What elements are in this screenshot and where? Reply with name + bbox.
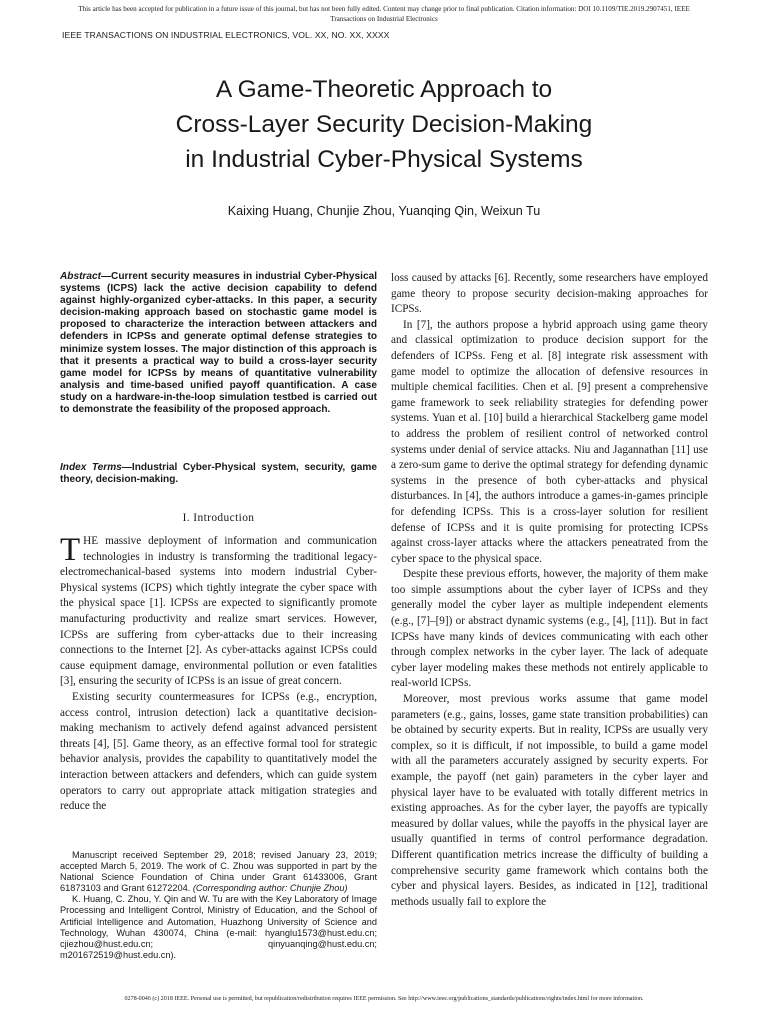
abstract — [60, 271, 377, 416]
paragraph: Moreover, most previous works assume that game model parameters (e.g., gains, losses, game state transition probabilities) can be obtained by security experts. But in reality, ICPSs are usually very complex, so it is difficult, if not impossible, to build a game model with all the parameters accurately assigned by security experts. For example, the payoff (net gain) parameters in the cyber layer and physical layer have to be evaluated with totally different metrics in existing approaches. As for the cyber layer, the payoffs are typically measured by dollar values, while the payoffs in the physical layer are usually quantified in terms of control performance degradation. Different quantification metrics increase the difficulty of building a comprehensive security game framework which contains both the cyber and physical layers. Besides, as indicated in [12], traditional methods usually fail to explore the — [391, 693, 708, 908]
footnote-text: Manuscript received September 29, 2018; revised January 23, 2019; accepted March 5, 2019. The work of C. Zhou was supported in part by the National Science Foundation of China under Grant 61433006, Grant 61873103 and Grant 61272204. — [60, 850, 377, 894]
paragraph: Despite these previous efforts, however, the majority of them make too simple assumptions about the cyber layer of ICPSs and they generally model the cyber layer as multiple independent elements (e.g., [7]–[9]) or abstract dynamic systems (e.g., [4], [11]). But in fact ICPSs have many kinds of devices communicating with each other through complex networks in the cyber layer. The lack of adequate cyber layer modeling makes these methods not entirely applicable to real-world ICPSs. — [391, 568, 708, 690]
index-terms — [60, 462, 377, 486]
running-head: IEEE TRANSACTIONS ON INDUSTRIAL ELECTRONICS, VOL. XX, NO. XX, XXXX — [62, 30, 390, 40]
drop-cap: T — [60, 532, 81, 568]
author-list: Kaixing Huang, Chunjie Zhou, Yuanqing Qin, Weixun Tu — [227, 204, 541, 218]
right-column-body — [391, 271, 708, 910]
index-terms-text: —Industrial Cyber-Physical system, security, game theory, decision-making. — [60, 462, 378, 486]
abstract-label: Abstract — [60, 271, 101, 282]
footnote-paragraph: K. Huang, C. Zhou, Y. Qin and W. Tu are with the Key Laboratory of Image Processing and Intelligent Control, Ministry of Education, and the School of Artificial Intelligence and Automation, Huazhong University of Science and Technology, Wuhan 430074, China (e-mail: hyanglu1573@hust.edu.cn; cjiezhou@hust.edu.cn; qinyuanqing@hust.edu.cn; m201672519@hust.edu.cn). — [60, 894, 377, 960]
first-page-footnote — [60, 850, 377, 961]
publication-notice-line: This article has been accepted for publication in a future issue of this journal, but has not been fully edited. Content may change prior to final publication. Citation information: DOI 10.1109/TIE.2019.2907451, IEEE — [78, 5, 690, 13]
paragraph: Existing security countermeasures for ICPSs (e.g., encryption, access control, intrusion detection) lack a quantitative decision-making mechanism to actively defend against advanced persistent threats [4], [5]. Game theory, as an effective formal tool for strategic behavior analysis, provides the capability to quantitatively model the interaction between attackers and defenders, which can guide system operators to carry out appropriate attack mitigation strategies and reduce the — [60, 690, 377, 813]
paragraph — [60, 534, 377, 690]
paragraph: In [7], the authors propose a hybrid approach using game theory and classical optimization to produce decision support for the defenders of ICPSs. Feng et al. [8] integrate risk assessment with game model to optimize the allocation of defensive resources in multiple chemical facilities. Chen et al. [9] present a comprehensive game framework to seek reliability strategies for defending power systems. Yuan et al. [10] build a hierarchical Stackelberg game model to address the problem of resilient control of networked control systems under denial of service attacks. Niu and Jagannathan [11] use a zero-sum game to derive the optimal strategy for defending dynamic systems in the presence of both cyber-attacks and physical disturbances. In [4], the authors introduce a games-in-games principle for defending ICPSs. This is a cross-layer solution for resilient defense of ICPSs and it is quite promising for protecting ICPSs against cross-layer attacks where the attackers peneatrated from the cyber space to the physical space. — [391, 318, 708, 565]
footnote-paragraph — [60, 850, 377, 894]
section-heading: I. Introduction — [182, 512, 255, 524]
title-line: Cross-Layer Security Decision-Making — [175, 111, 593, 138]
publication-notice-line: Transactions on Industrial Electronics — [330, 15, 438, 23]
introduction-body — [60, 534, 377, 815]
corresponding-author: (Corresponding author: Chunjie Zhou) — [192, 883, 348, 894]
copyright-notice: 0278-0046 (c) 2018 IEEE. Personal use is permitted, but republication/redistribution requires IEEE permission. See http://www.ieee.org/publications_standards/publications/rights/index.html for more information. — [124, 996, 644, 1002]
publication-notice — [0, 4, 768, 24]
abstract-text: —Current security measures in industrial Cyber-Physical systems (ICPS) lack the active decision capability to defend against highly-organized cyber-attacks. In this paper, a security decision-making approach based on stochastic game model is proposed to characterize the interaction between attackers and defenders in ICPSs and generate optimal defense strategies to minimize system losses. The major distinction of this approach is that it presents a practical way to build a cross-layer security game model for ICPSs by means of quantitative vulnerability analysis and time-based unified payoff quantification. A case study on a hardware-in-the-loop simulation testbed is carried out to demonstrate the feasibility of the proposed approach. — [60, 271, 377, 416]
title-line: in Industrial Cyber-Physical Systems — [185, 146, 583, 173]
paragraph-text: HE massive deployment of information and communication technologies in industry is transforming the traditional legacy-electromechanical-based systems into modern industrial Cyber-Physical systems (ICPS) which tightly integrate the cyber space with the physical space [1]. ICPSs are expected to significantly promote manufacturing productivity and realize smart services. However, ICPSs are suffering from cyber-attacks due to their increasing connections to the Internet [2]. As cyber-attacks against ICPSs could cause equipment damage, environmental pollution or even fatalities [3], ensuring the security of ICPSs is an issue of great concern. — [60, 535, 377, 688]
paragraph: loss caused by attacks [6]. Recently, some researchers have employed game theory to propose security decision-making approaches for ICPSs. — [391, 272, 708, 316]
index-terms-label: Index Terms — [60, 462, 122, 473]
paper-title — [40, 72, 728, 177]
title-line: A Game-Theoretic Approach to — [215, 76, 553, 103]
